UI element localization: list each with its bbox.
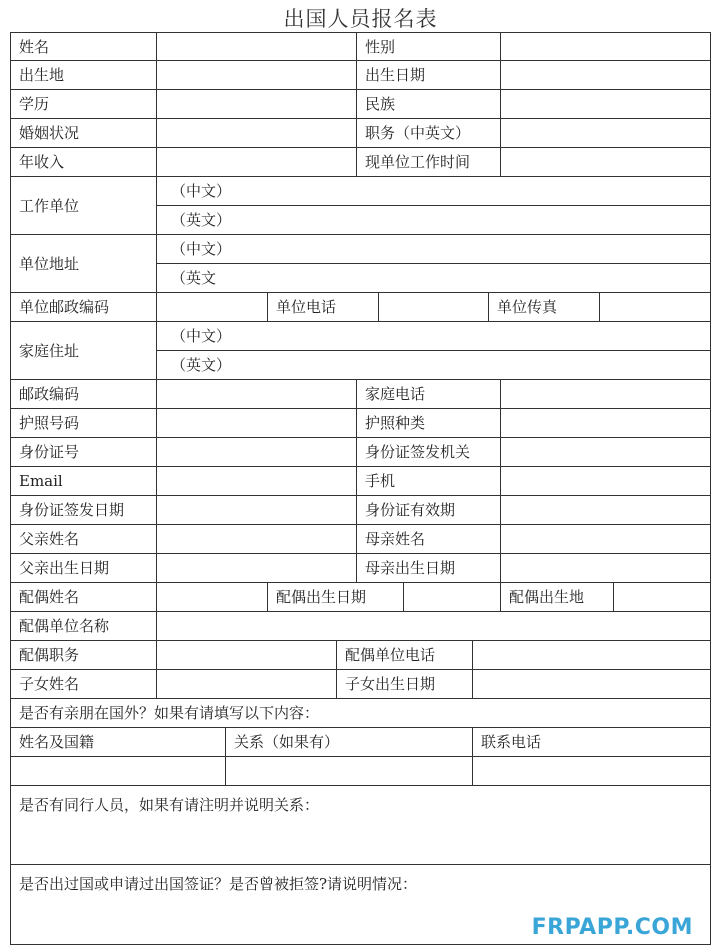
mother-name-field[interactable] [501,525,710,553]
relative-relation-field[interactable] [226,757,473,785]
home-address-cn-field[interactable]: （中文） [157,322,710,351]
field-label-spouse-birthplace: 配偶出生地 [501,583,614,611]
mother-birth-date-field[interactable] [501,554,710,582]
visa-history-question: 是否出过国或申请过出国签证？是否曾被拒签?请说明情况： [19,875,418,893]
spouse-name-field[interactable] [157,583,268,611]
field-label-work-tenure: 现单位工作时间 [357,148,501,176]
home-address-en-field[interactable]: （英文） [171,356,232,374]
form-row [10,554,711,583]
field-label-passport-number: 护照号码 [11,409,157,437]
field-label-child-birth-date: 子女出生日期 [337,670,473,698]
marital-status-field[interactable] [157,119,357,147]
id-issuer-field[interactable] [501,438,710,466]
spouse-birth-date-field[interactable] [404,583,501,611]
mobile-field[interactable] [501,467,710,495]
father-birth-date-field[interactable] [157,554,357,582]
form-row [10,409,711,438]
unit-phone-field[interactable] [379,293,489,321]
field-label-id-issuer: 身份证签发机关 [357,438,501,466]
form-row [10,380,711,409]
form-row [10,496,711,525]
relatives-col-phone: 联系电话 [481,733,542,751]
field-label-id-number: 身份证号 [11,438,157,466]
field-label-gender: 性别 [357,33,501,60]
field-label-home-address: 家庭住址 [11,322,157,379]
postal-code-field[interactable] [157,380,357,408]
spouse-unit-phone-field[interactable] [473,641,710,669]
spouse-position-field[interactable] [157,641,337,669]
form-row [10,438,711,467]
form-title: 出国人员报名表 [283,7,438,31]
home-address-row [10,322,711,380]
email-field[interactable] [157,467,357,495]
form-row [10,90,711,119]
companions-question: 是否有同行人员，如果有请注明并说明关系： [19,796,320,814]
field-label-id-validity: 身份证有效期 [357,496,501,524]
spouse-position-row [10,641,711,670]
id-issue-date-field[interactable] [157,496,357,524]
unit-address-row [10,235,711,293]
field-label-mother-birth-date: 母亲出生日期 [357,554,501,582]
registration-form [10,32,711,945]
work-tenure-field[interactable] [501,148,710,176]
spouse-row [10,583,711,612]
site-watermark: FRPAPP.COM [531,915,693,940]
field-label-unit-address: 单位地址 [11,235,157,292]
birth-date-field[interactable] [501,61,710,89]
field-label-spouse-unit-name: 配偶单位名称 [11,612,157,640]
spouse-unit-name-field[interactable] [157,612,710,640]
education-field[interactable] [157,90,357,118]
field-label-postal-code: 邮政编码 [11,380,157,408]
relatives-question-row [10,699,711,728]
field-label-father-name: 父亲姓名 [11,525,157,553]
birthplace-field[interactable] [157,61,357,89]
children-row [10,670,711,699]
passport-type-field[interactable] [501,409,710,437]
field-label-unit-phone: 单位电话 [268,293,379,321]
form-row [10,525,711,554]
unit-fax-field[interactable] [600,293,710,321]
field-label-spouse-unit-phone: 配偶单位电话 [337,641,473,669]
form-row [10,32,711,61]
field-label-unit-fax: 单位传真 [489,293,600,321]
relatives-col-relation: 关系（如果有） [226,728,473,756]
position-field[interactable] [501,119,710,147]
spouse-unit-row [10,612,711,641]
field-label-spouse-name: 配偶姓名 [11,583,157,611]
field-label-work-unit: 工作单位 [11,177,157,234]
field-label-id-issue-date: 身份证签发日期 [11,496,157,524]
ethnicity-field[interactable] [501,90,710,118]
relatives-col-name: 姓名及国籍 [11,728,226,756]
passport-number-field[interactable] [157,409,357,437]
id-validity-field[interactable] [501,496,710,524]
relative-phone-field[interactable] [473,757,710,785]
form-row [10,148,711,177]
field-label-position: 职务（中英文） [357,119,501,147]
form-row [10,467,711,496]
relatives-header-row [10,728,711,757]
form-row [10,61,711,90]
work-unit-en-field[interactable]: （英文） [171,211,232,229]
unit-zip-field[interactable] [157,293,268,321]
field-label-ethnicity: 民族 [357,90,501,118]
name-field[interactable] [157,33,357,60]
spouse-birthplace-field[interactable] [614,583,710,611]
unit-address-cn-field[interactable]: （中文） [157,235,710,264]
field-label-passport-type: 护照种类 [357,409,501,437]
field-label-spouse-position: 配偶职务 [11,641,157,669]
field-label-unit-zip: 单位邮政编码 [11,293,157,321]
work-unit-row [10,177,711,235]
id-number-field[interactable] [157,438,357,466]
field-label-child-name: 子女姓名 [11,670,157,698]
relatives-question: 是否有亲朋在国外？如果有请填写以下内容： [19,704,320,722]
field-label-mother-name: 母亲姓名 [357,525,501,553]
father-name-field[interactable] [157,525,357,553]
field-label-annual-income: 年收入 [11,148,157,176]
work-unit-cn-field[interactable]: （中文） [157,177,710,206]
relative-name-field[interactable] [11,757,226,785]
field-label-spouse-birth-date: 配偶出生日期 [268,583,404,611]
field-label-birth-date: 出生日期 [357,61,501,89]
unit-contact-row [10,293,711,322]
annual-income-field[interactable] [157,148,357,176]
child-name-field[interactable] [157,670,337,698]
field-label-father-birth-date: 父亲出生日期 [11,554,157,582]
child-birth-date-field[interactable] [473,670,710,698]
field-label-name: 姓名 [11,33,157,60]
home-phone-field[interactable] [501,380,710,408]
field-label-birthplace: 出生地 [11,61,157,89]
field-label-home-phone: 家庭电话 [357,380,501,408]
unit-address-en-field[interactable]: （英文 [171,269,217,287]
field-label-mobile: 手机 [357,467,501,495]
field-label-email: Email [11,467,157,495]
field-label-education: 学历 [11,90,157,118]
gender-field[interactable] [501,33,710,60]
relatives-entry-row [10,757,711,786]
field-label-marital-status: 婚姻状况 [11,119,157,147]
form-row [10,119,711,148]
companions-section[interactable] [10,786,711,865]
